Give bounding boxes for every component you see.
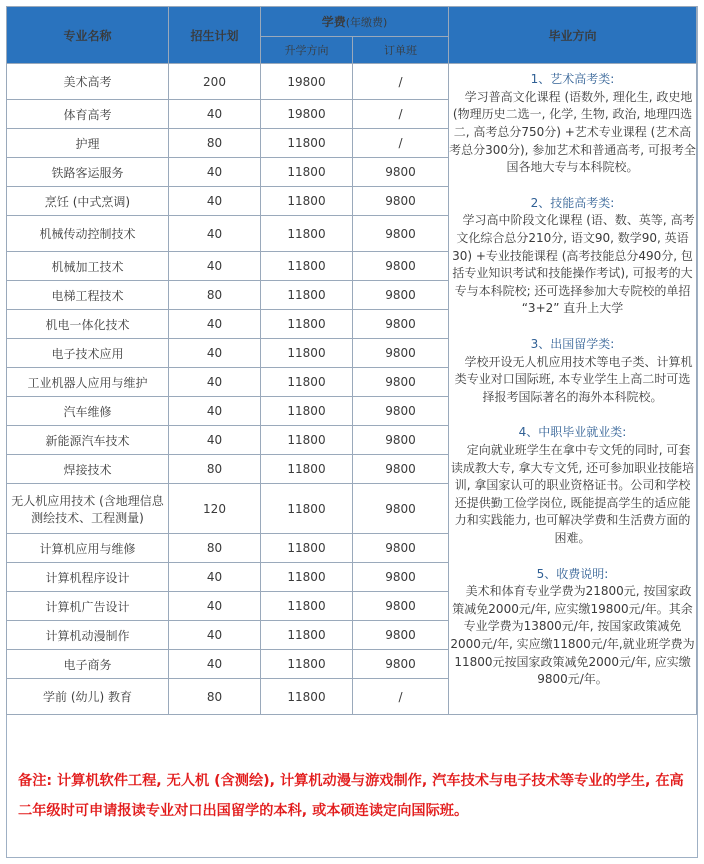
cell-major: 计算机动漫制作 <box>7 621 169 650</box>
cell-plan: 40 <box>169 368 261 397</box>
cell-fee-order: 9800 <box>353 368 449 397</box>
cell-fee-up: 11800 <box>261 426 353 455</box>
cell-fee-order: 9800 <box>353 397 449 426</box>
cell-fee-up: 11800 <box>261 339 353 368</box>
cell-plan: 40 <box>169 650 261 679</box>
cell-major: 无人机应用技术 (含地理信息测绘技术、工程测量) <box>7 484 169 534</box>
cell-fee-order: / <box>353 100 449 129</box>
cell-plan: 80 <box>169 534 261 563</box>
note-section <box>449 195 696 318</box>
cell-plan: 80 <box>169 129 261 158</box>
cell-fee-order: 9800 <box>353 592 449 621</box>
note-body: 学习普高文化课程 (语数外, 理化生, 政史地 (物理历史二选一, 化学, 生物, 政治, 地理四选二, 高考总分750分) +艺术专业课程 (艺术高考总分300分), 参加艺术和普通高考, 可报考全国各地大专与本科院校。 <box>449 89 696 175</box>
cell-fee-order: 9800 <box>353 534 449 563</box>
cell-fee-up: 11800 <box>261 679 353 715</box>
note-body: 美术和体育专业学费为21800元, 按国家政策减免2000元/年, 应实缴19800元/年。其余专业学费为13800元/年, 按国家政策减免2000元/年, 实应缴11800元/年,就业班学费为11800元按国家政策减免2000元/年, 应实缴9800元/年。 <box>450 584 695 687</box>
cell-major: 机械传动控制技术 <box>7 216 169 252</box>
cell-major: 机械加工技术 <box>7 252 169 281</box>
header-direction: 毕业方向 <box>449 7 697 64</box>
cell-plan: 120 <box>169 484 261 534</box>
cell-major: 焊接技术 <box>7 455 169 484</box>
cell-fee-order: 9800 <box>353 310 449 339</box>
cell-fee-up: 19800 <box>261 100 353 129</box>
cell-major: 体育高考 <box>7 100 169 129</box>
cell-fee-order: 9800 <box>353 650 449 679</box>
cell-plan: 40 <box>169 621 261 650</box>
cell-fee-order: 9800 <box>353 281 449 310</box>
cell-plan: 40 <box>169 426 261 455</box>
note-title: 2、技能高考类: <box>530 195 615 210</box>
cell-fee-order: 9800 <box>353 621 449 650</box>
cell-fee-order: 9800 <box>353 484 449 534</box>
header-fee-label: 学费 <box>321 15 346 29</box>
cell-major: 美术高考 <box>7 64 169 100</box>
cell-fee-order: 9800 <box>353 563 449 592</box>
cell-fee-up: 11800 <box>261 563 353 592</box>
header-fee <box>261 7 449 37</box>
cell-major: 新能源汽车技术 <box>7 426 169 455</box>
cell-fee-order: 9800 <box>353 426 449 455</box>
cell-fee-up: 11800 <box>261 534 353 563</box>
cell-fee-order: 9800 <box>353 455 449 484</box>
cell-fee-up: 11800 <box>261 592 353 621</box>
cell-plan: 40 <box>169 187 261 216</box>
cell-fee-order: 9800 <box>353 187 449 216</box>
cell-major: 电子商务 <box>7 650 169 679</box>
cell-plan: 40 <box>169 100 261 129</box>
cell-plan: 40 <box>169 252 261 281</box>
cell-plan: 40 <box>169 563 261 592</box>
table-row <box>7 64 697 100</box>
cell-fee-up: 11800 <box>261 187 353 216</box>
note-body: 学习高中阶段文化课程 (语、数、英等, 高考文化综合总分210分, 语文90, 数学90, 英语30) +专业技能课程 (高考技能总分490分, 包括专业知识考试和技能操作考试), 可报考的大专与本科院校; 还可选择参加大专院校的单招 “3+2” 直升上大学 <box>452 213 695 316</box>
cell-fee-up: 11800 <box>261 368 353 397</box>
cell-major: 电子技术应用 <box>7 339 169 368</box>
cell-major: 机电一体化技术 <box>7 310 169 339</box>
cell-fee-up: 11800 <box>261 650 353 679</box>
note-title: 1、艺术高考类: <box>530 72 615 87</box>
cell-fee-up: 11800 <box>261 310 353 339</box>
header-major: 专业名称 <box>7 7 169 64</box>
cell-plan: 80 <box>169 455 261 484</box>
cell-plan: 200 <box>169 64 261 100</box>
cell-major: 电梯工程技术 <box>7 281 169 310</box>
cell-major: 汽车维修 <box>7 397 169 426</box>
remark-note: 备注: 计算机软件工程, 无人机 (含测绘), 计算机动漫与游戏制作, 汽车技术与电子技术等专业的学生, 在高二年级时可申请报读专业对口出国留学的本科, 或本硕连读定向国际班。 <box>18 773 684 819</box>
cell-plan: 40 <box>169 592 261 621</box>
cell-plan: 40 <box>169 216 261 252</box>
cell-major: 护理 <box>7 129 169 158</box>
cell-fee-up: 11800 <box>261 397 353 426</box>
note-title: 4、中职毕业就业类: <box>518 425 627 440</box>
cell-plan: 40 <box>169 397 261 426</box>
enrollment-table <box>6 6 697 715</box>
cell-fee-up: 11800 <box>261 129 353 158</box>
cell-major: 计算机广告设计 <box>7 592 169 621</box>
cell-fee-order: / <box>353 64 449 100</box>
cell-fee-up: 19800 <box>261 64 353 100</box>
cell-plan: 40 <box>169 310 261 339</box>
cell-major: 学前 (幼儿) 教育 <box>7 679 169 715</box>
note-body: 学校开设无人机应用技术等电子类、计算机类专业对口国际班, 本专业学生上高二时可选择报考国际著名的海外本科院校。 <box>454 354 693 404</box>
note-title: 5、收费说明: <box>536 566 609 581</box>
cell-plan: 80 <box>169 679 261 715</box>
cell-major: 工业机器人应用与维护 <box>7 368 169 397</box>
cell-plan: 80 <box>169 281 261 310</box>
cell-major: 铁路客运服务 <box>7 158 169 187</box>
note-section <box>449 336 696 406</box>
cell-plan: 40 <box>169 339 261 368</box>
cell-major: 烹饪 (中式烹调) <box>7 187 169 216</box>
cell-major: 计算机应用与维修 <box>7 534 169 563</box>
cell-fee-order: 9800 <box>353 216 449 252</box>
cell-fee-up: 11800 <box>261 484 353 534</box>
cell-plan: 40 <box>169 158 261 187</box>
header-fee-up: 升学方向 <box>261 37 353 64</box>
cell-fee-up: 11800 <box>261 252 353 281</box>
cell-fee-up: 11800 <box>261 455 353 484</box>
header-plan: 招生计划 <box>169 7 261 64</box>
cell-fee-order: / <box>353 679 449 715</box>
header-fee-order: 订单班 <box>353 37 449 64</box>
cell-fee-up: 11800 <box>261 158 353 187</box>
cell-fee-order: / <box>353 129 449 158</box>
note-title: 3、出国留学类: <box>530 337 615 352</box>
cell-fee-up: 11800 <box>261 281 353 310</box>
note-section <box>449 71 696 177</box>
cell-fee-up: 11800 <box>261 216 353 252</box>
cell-fee-order: 9800 <box>353 158 449 187</box>
cell-major: 计算机程序设计 <box>7 563 169 592</box>
header-fee-note: (年缴费) <box>345 16 388 29</box>
note-section <box>449 424 696 547</box>
cell-fee-up: 11800 <box>261 621 353 650</box>
note-section <box>449 566 696 689</box>
note-body: 定向就业班学生在拿中专文凭的同时, 可套读成教大专, 拿大专文凭, 还可参加职业技能培训, 拿国家认可的职业资格证书。公司和学校还提供勤工俭学岗位, 既能提高学生的适应能力和实践能力, 也可解决学费和生活费方面的困难。 <box>450 442 695 545</box>
cell-fee-order: 9800 <box>353 252 449 281</box>
graduation-direction-notes <box>449 64 697 715</box>
cell-fee-order: 9800 <box>353 339 449 368</box>
